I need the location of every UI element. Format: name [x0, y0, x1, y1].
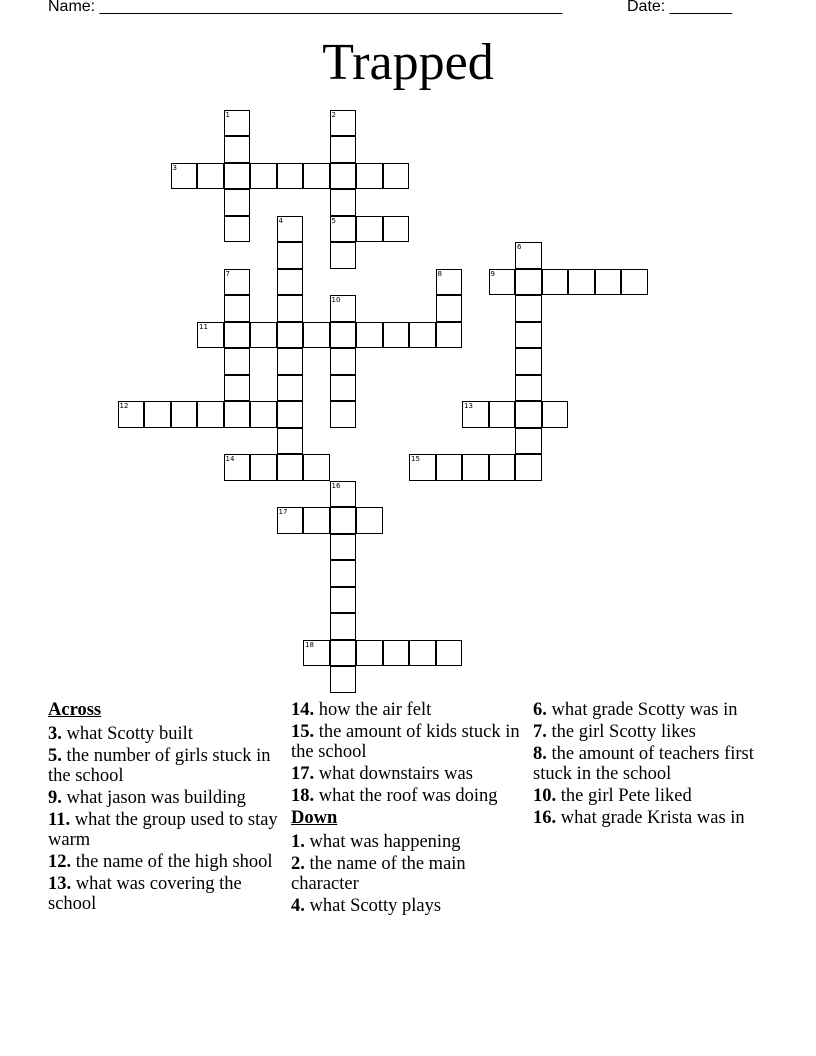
clue-number: 18	[305, 640, 314, 649]
grid-cell[interactable]	[436, 454, 463, 481]
grid-cell[interactable]	[171, 163, 198, 190]
grid-cell[interactable]	[330, 322, 357, 349]
grid-cell[interactable]	[489, 269, 516, 296]
clue-item-text: what Scotty plays	[304, 896, 442, 916]
grid-cell[interactable]	[330, 666, 357, 693]
grid-cell[interactable]	[436, 269, 463, 296]
clue-item-number: 1.	[291, 832, 305, 852]
grid-cell[interactable]	[515, 375, 542, 402]
clue-item-number: 16.	[533, 808, 557, 828]
grid-cell[interactable]	[250, 322, 277, 349]
clue-item-number: 6.	[533, 700, 547, 720]
grid-cell[interactable]	[330, 560, 357, 587]
clue-item	[48, 724, 288, 744]
clue-item-text: the amount of kids stuck in the school	[291, 722, 520, 762]
clue-section-heading: Across	[48, 700, 102, 720]
clue-item-number: 8.	[533, 744, 547, 764]
clue-item	[48, 746, 288, 786]
grid-cell[interactable]	[330, 481, 357, 508]
grid-cell[interactable]	[436, 295, 463, 322]
grid-cell[interactable]	[356, 507, 383, 534]
clue-number: 16	[331, 481, 341, 490]
clue-number: 8	[437, 269, 442, 278]
grid-cell[interactable]	[303, 454, 330, 481]
grid-cell[interactable]	[277, 322, 304, 349]
grid-cell[interactable]	[330, 295, 357, 322]
clue-item-text: the name of the main character	[291, 854, 466, 894]
grid-cell[interactable]	[277, 163, 304, 190]
clue-item-number: 18.	[291, 786, 315, 806]
grid-cell[interactable]	[250, 163, 277, 190]
grid-cell[interactable]	[224, 454, 251, 481]
clue-item	[291, 786, 531, 806]
grid-cell[interactable]	[462, 401, 489, 428]
grid-cell[interactable]	[330, 163, 357, 190]
clue-number: 11	[199, 322, 208, 331]
clue-item	[291, 832, 531, 852]
grid-cell[interactable]	[330, 507, 357, 534]
clue-number: 4	[278, 216, 283, 225]
clue-column-3	[533, 700, 773, 830]
clue-item	[48, 788, 288, 808]
clue-item-text: the number of girls stuck in the school	[48, 746, 271, 786]
clue-number: 14	[225, 455, 235, 463]
clue-number: 6	[517, 243, 522, 251]
clue-item	[291, 854, 531, 894]
grid-cell[interactable]	[330, 640, 357, 667]
clue-item-number: 14.	[291, 700, 315, 720]
grid-cell[interactable]	[568, 269, 595, 296]
clue-item-text: what the roof was doing	[314, 786, 498, 806]
clue-item-number: 7.	[533, 722, 547, 742]
clue-item	[291, 896, 531, 916]
grid-cell[interactable]	[277, 242, 304, 269]
grid-cell[interactable]	[277, 428, 304, 455]
clue-item-number: 10.	[533, 786, 557, 806]
grid-cell[interactable]	[383, 322, 410, 349]
grid-cell[interactable]	[515, 348, 542, 375]
clue-number: 15	[411, 455, 420, 463]
clue-item-text: what was happening	[304, 832, 461, 852]
grid-cell[interactable]	[515, 454, 542, 481]
grid-cell[interactable]	[224, 163, 251, 190]
clue-item-text: the name of the high shool	[71, 852, 273, 872]
grid-cell[interactable]	[277, 216, 304, 243]
grid-cell[interactable]	[277, 507, 304, 534]
clue-item-text: what the group used to stay warm	[48, 810, 278, 850]
clue-number: 17	[278, 508, 288, 516]
clue-item	[48, 810, 288, 850]
grid-cell[interactable]	[224, 269, 251, 296]
grid-cell[interactable]	[330, 136, 357, 163]
clue-item	[533, 744, 773, 784]
clue-item-number: 17.	[291, 764, 315, 784]
clue-number: 9	[490, 269, 495, 278]
clue-item	[533, 808, 773, 828]
clue-item-text: what downstairs was	[314, 764, 473, 784]
grid-cell[interactable]	[330, 348, 357, 375]
grid-cell[interactable]	[303, 163, 330, 190]
clue-item-text: the amount of teachers first stuck in the school	[533, 744, 754, 784]
grid-cell[interactable]	[277, 269, 304, 296]
clue-item-number: 12.	[48, 852, 72, 872]
clue-column-2	[291, 700, 531, 918]
clue-column-1	[48, 700, 288, 916]
clue-item-number: 2.	[291, 854, 305, 874]
clue-item	[533, 700, 773, 720]
clue-item-text: the girl Scotty likes	[546, 722, 696, 742]
grid-cell[interactable]	[144, 401, 171, 428]
grid-cell[interactable]	[409, 454, 436, 481]
grid-cell[interactable]	[542, 269, 569, 296]
grid-cell[interactable]	[436, 322, 463, 349]
grid-cell[interactable]	[224, 110, 251, 137]
grid-cell[interactable]	[303, 640, 330, 667]
grid-cell[interactable]	[330, 242, 357, 269]
grid-cell[interactable]	[197, 401, 224, 428]
grid-cell[interactable]	[383, 163, 410, 190]
grid-cell[interactable]	[118, 401, 145, 428]
clue-number: 13	[464, 402, 473, 410]
clue-number: 7	[225, 269, 230, 278]
grid-cell[interactable]	[356, 163, 383, 190]
clue-item-text: what jason was building	[61, 788, 246, 808]
clue-item-number: 9.	[48, 788, 62, 808]
grid-cell[interactable]	[277, 375, 304, 402]
grid-cell[interactable]	[409, 640, 436, 667]
clue-number: 2	[331, 110, 336, 119]
grid-cell[interactable]	[383, 640, 410, 667]
clue-item-number: 3.	[48, 724, 62, 744]
grid-cell[interactable]	[224, 348, 251, 375]
grid-cell[interactable]	[224, 295, 251, 322]
grid-cell[interactable]	[383, 216, 410, 243]
clue-item-text: what grade Scotty was in	[546, 700, 738, 720]
clue-number: 5	[331, 216, 336, 225]
grid-cell[interactable]	[303, 322, 330, 349]
clue-item	[533, 786, 773, 806]
grid-cell[interactable]	[515, 242, 542, 269]
grid-cell[interactable]	[277, 401, 304, 428]
grid-cell[interactable]	[224, 322, 251, 349]
clue-item-text: the girl Pete liked	[556, 786, 692, 806]
grid-cell[interactable]	[621, 269, 648, 296]
grid-cell[interactable]	[277, 348, 304, 375]
grid-cell[interactable]	[356, 640, 383, 667]
date-field-label: Date: _______	[627, 0, 732, 15]
clue-item-text: what was covering the school	[48, 874, 242, 914]
clue-section-heading: Down	[291, 808, 338, 828]
grid-cell[interactable]	[330, 189, 357, 216]
clue-item-number: 13.	[48, 874, 72, 894]
grid-cell[interactable]	[330, 216, 357, 243]
grid-cell[interactable]	[197, 163, 224, 190]
name-field-label: Name: ____________________________________________________	[48, 0, 563, 15]
grid-cell[interactable]	[489, 401, 516, 428]
clue-item-text: what grade Krista was in	[556, 808, 745, 828]
grid-cell[interactable]	[595, 269, 622, 296]
grid-cell[interactable]	[330, 375, 357, 402]
grid-cell[interactable]	[515, 428, 542, 455]
grid-cell[interactable]	[224, 189, 251, 216]
grid-cell[interactable]	[409, 322, 436, 349]
grid-cell[interactable]	[436, 640, 463, 667]
clue-item	[48, 874, 288, 914]
clue-item	[533, 722, 773, 742]
grid-cell[interactable]	[303, 507, 330, 534]
grid-cell[interactable]	[330, 534, 357, 561]
grid-cell[interactable]	[462, 454, 489, 481]
grid-cell[interactable]	[330, 110, 357, 137]
grid-cell[interactable]	[356, 322, 383, 349]
grid-cell[interactable]	[356, 216, 383, 243]
grid-cell[interactable]	[515, 322, 542, 349]
clue-item	[291, 700, 531, 720]
grid-cell[interactable]	[542, 401, 569, 428]
grid-cell[interactable]	[250, 401, 277, 428]
grid-cell[interactable]	[224, 375, 251, 402]
clue-item	[291, 764, 531, 784]
clue-number: 12	[119, 402, 129, 410]
clue-item-number: 4.	[291, 896, 305, 916]
grid-cell[interactable]	[489, 454, 516, 481]
grid-cell[interactable]	[171, 401, 198, 428]
puzzle-title: Trapped	[322, 34, 494, 91]
clue-item-number: 15.	[291, 722, 315, 742]
clue-item-number: 11.	[48, 810, 71, 830]
clue-item-text: what Scotty built	[61, 724, 193, 744]
clue-number: 3	[172, 163, 177, 172]
grid-cell[interactable]	[224, 136, 251, 163]
clue-item-text: how the air felt	[314, 700, 432, 720]
clue-item	[48, 852, 288, 872]
grid-cell[interactable]	[224, 216, 251, 243]
grid-cell[interactable]	[277, 295, 304, 322]
clue-number: 1	[225, 110, 230, 119]
grid-cell[interactable]	[197, 322, 224, 349]
grid-cell[interactable]	[224, 401, 251, 428]
grid-cell[interactable]	[515, 295, 542, 322]
clue-item-number: 5.	[48, 746, 62, 766]
grid-cell[interactable]	[250, 454, 277, 481]
clue-item	[291, 722, 531, 762]
grid-cell[interactable]	[330, 587, 357, 614]
grid-cell[interactable]	[330, 613, 357, 640]
grid-cell[interactable]	[515, 401, 542, 428]
grid-cell[interactable]	[277, 454, 304, 481]
grid-cell[interactable]	[330, 401, 357, 428]
grid-cell[interactable]	[515, 269, 542, 296]
clue-number: 10	[331, 296, 341, 304]
